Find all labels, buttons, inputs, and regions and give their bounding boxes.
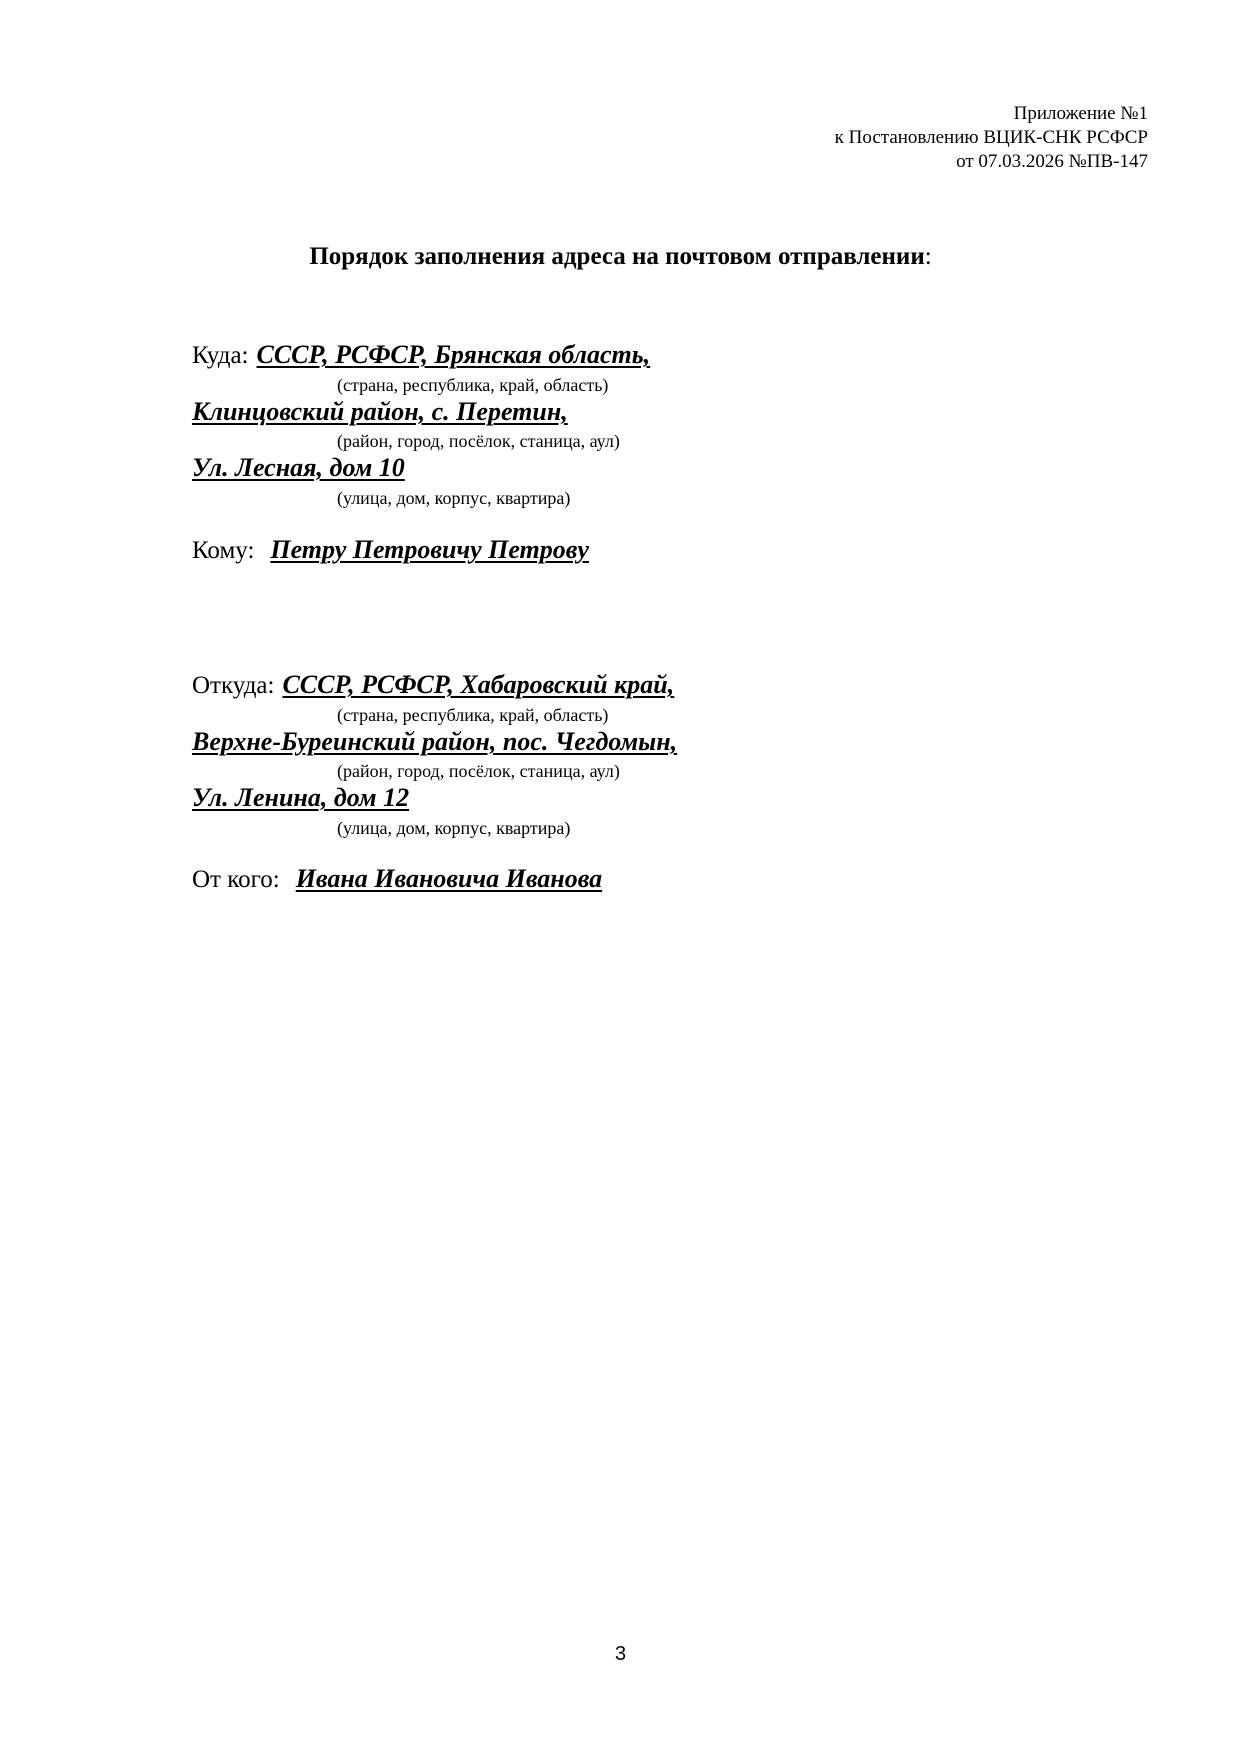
to-region-line [192, 340, 650, 370]
to-region-hint: (страна, республика, край, область) [337, 375, 609, 395]
to-label: Куда: [192, 342, 249, 369]
appendix-number: Приложение №1 [1013, 103, 1148, 124]
recipient-line [192, 535, 589, 565]
to-street-value: Ул. Лесная, дом 10 [192, 453, 405, 482]
to-street-hint: (улица, дом, корпус, квартира) [337, 488, 571, 508]
sender-line [192, 864, 602, 894]
from-region-hint: (страна, республика, край, область) [337, 705, 609, 725]
recipient-label: Кому: [192, 537, 255, 564]
sender-label: От кого: [192, 866, 280, 893]
document-title-colon: : [924, 243, 932, 270]
from-street-line [192, 783, 409, 813]
to-locality-value: Клинцовский район, с. Перетин, [192, 397, 568, 426]
from-locality-line [192, 727, 677, 757]
from-region-value: СССР, РСФСР, Хабаровский край, [282, 670, 675, 699]
document-title-text: Порядок заполнения адреса на почтовом отправлении [309, 243, 925, 270]
to-locality-line [192, 397, 568, 427]
from-locality-hint: (район, город, посёлок, станица, аул) [337, 761, 620, 781]
from-street-value: Ул. Ленина, дом 12 [192, 783, 410, 812]
appendix-date: от 07.03.2026 №ПВ-147 [956, 151, 1148, 172]
appendix-reference: к Постановлению ВЦИК-СНК РСФСР [834, 127, 1148, 148]
appendix-header [835, 102, 1148, 174]
from-region-line [192, 670, 674, 700]
to-region-value: СССР, РСФСР, Брянская область, [256, 340, 651, 369]
from-street-hint: (улица, дом, корпус, квартира) [337, 818, 571, 838]
page-number: 3 [614, 1643, 627, 1665]
document-title [0, 242, 1241, 272]
from-label: Откуда: [192, 672, 275, 699]
sender-value: Ивана Ивановича Иванова [295, 864, 603, 893]
recipient-value: Петру Петровичу Петрову [270, 535, 589, 564]
to-street-line [192, 453, 405, 483]
to-locality-hint: (район, город, посёлок, станица, аул) [337, 431, 620, 451]
from-locality-value: Верхне-Буреинский район, пос. Чегдомын, [192, 727, 678, 756]
